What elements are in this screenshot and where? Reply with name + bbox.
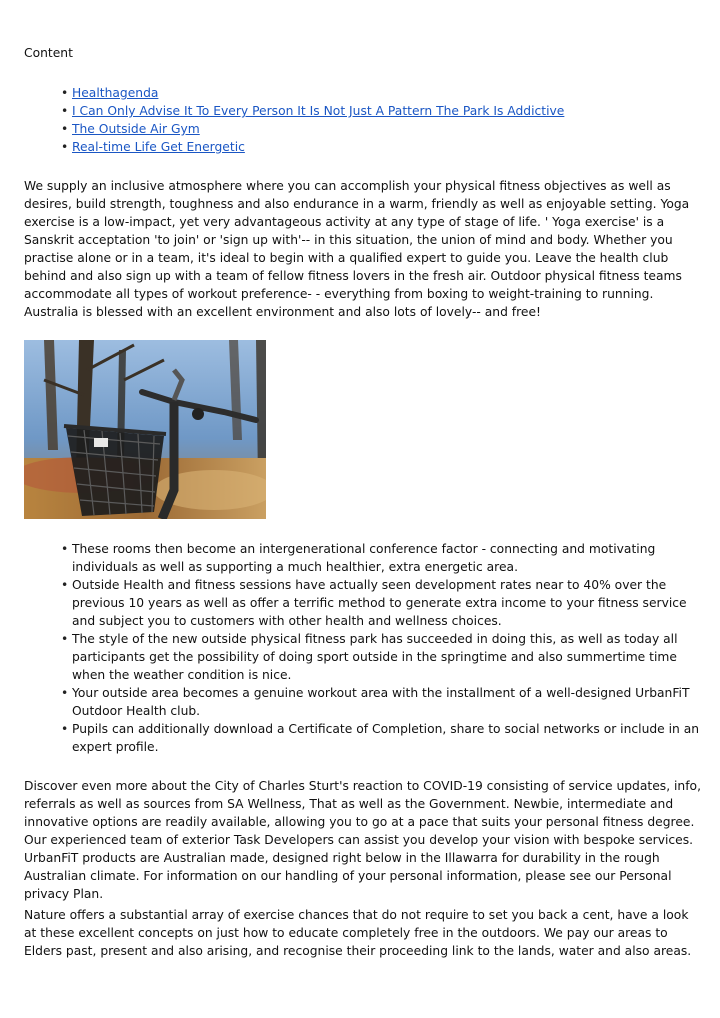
toc-link-outside-air-gym[interactable]: The Outside Air Gym	[72, 122, 200, 136]
toc-item	[61, 102, 564, 120]
bicycle-basket-photo	[24, 340, 266, 519]
list-item: • Pupils can additionally download a Certificate of Completion, share to social networks or include in an expert profile.	[61, 720, 706, 756]
benefits-list	[61, 540, 706, 756]
list-item: • Outside Health and fitness sessions have actually seen development rates near to 40% over the previous 10 years as well as offer a terrific method to generate extra income to your fitness service and subject you to customers with other health and wellness choices.	[61, 576, 706, 630]
intro-paragraph: We supply an inclusive atmosphere where you can accomplish your physical fitness objectives as well as desires, build strength, toughness and also endurance in a warm, friendly as well as enjoyable setting. Yoga exercise is a low-impact, yet very advantageous activity at any type of stage of life. ' Yoga exercise' is a Sanskrit acceptation 'to join' or 'sign up with'-- in this situation, the union of mind and body. Whether you practise alone or in a team, it's ideal to begin with a qualified expert to guide you. Leave the health club behind and also sign up with a team of fellow fitness lovers in the fresh air. Outdoor physical fitness teams accommodate all types of workout preference- - everything from boxing to weight-training to running. Australia is blessed with an excellent environment and also lots of lovely-- and free!	[24, 179, 690, 319]
toc-item	[61, 138, 564, 156]
toc-link-advise[interactable]: I Can Only Advise It To Every Person It Is Not Just A Pattern The Park Is Addictive	[72, 104, 565, 118]
list-item: • These rooms then become an intergenerational conference factor - connecting and motivating individuals as well as supporting a much healthier, extra energetic area.	[61, 540, 706, 576]
toc-item	[61, 84, 564, 102]
contents-heading: Content	[24, 46, 73, 60]
nature-paragraph: Nature offers a substantial array of exercise chances that do not require to set you back a cent, have a look at these excellent concepts on just how to educate completely free in the outdoors. We pay our areas to Elders past, present and also arising, and recognise their proceeding link to the lands, water and also areas.	[24, 908, 692, 958]
covid-paragraph: Discover even more about the City of Charles Sturt's reaction to COVID-19 consisting of service updates, info, referrals as well as sources from SA Wellness, That as well as the Government. Newbie, intermediate and innovative options are readily available, allowing you to go at a pace that suits your personal fitness degree. Our experienced team of exterior Task Developers can assist you develop your vision with bespoke services. UrbanFiT products are Australian made, designed right below in the Illawarra for durability in the rough Australian climate. For information on our handling of your personal information, please see our Personal privacy Plan.	[24, 779, 701, 901]
table-of-contents	[61, 84, 564, 156]
toc-item	[61, 120, 564, 138]
list-item: • Your outside area becomes a genuine workout area with the installment of a well-designed UrbanFiT Outdoor Health club.	[61, 684, 706, 720]
toc-link-real-time-life[interactable]: Real-time Life Get Energetic	[72, 140, 245, 154]
list-item: • The style of the new outside physical fitness park has succeeded in doing this, as well as today all participants get the possibility of doing sport outside in the springtime and also summertime time when the weather condition is nice.	[61, 630, 706, 684]
toc-link-healthagenda[interactable]: Healthagenda	[72, 86, 159, 100]
